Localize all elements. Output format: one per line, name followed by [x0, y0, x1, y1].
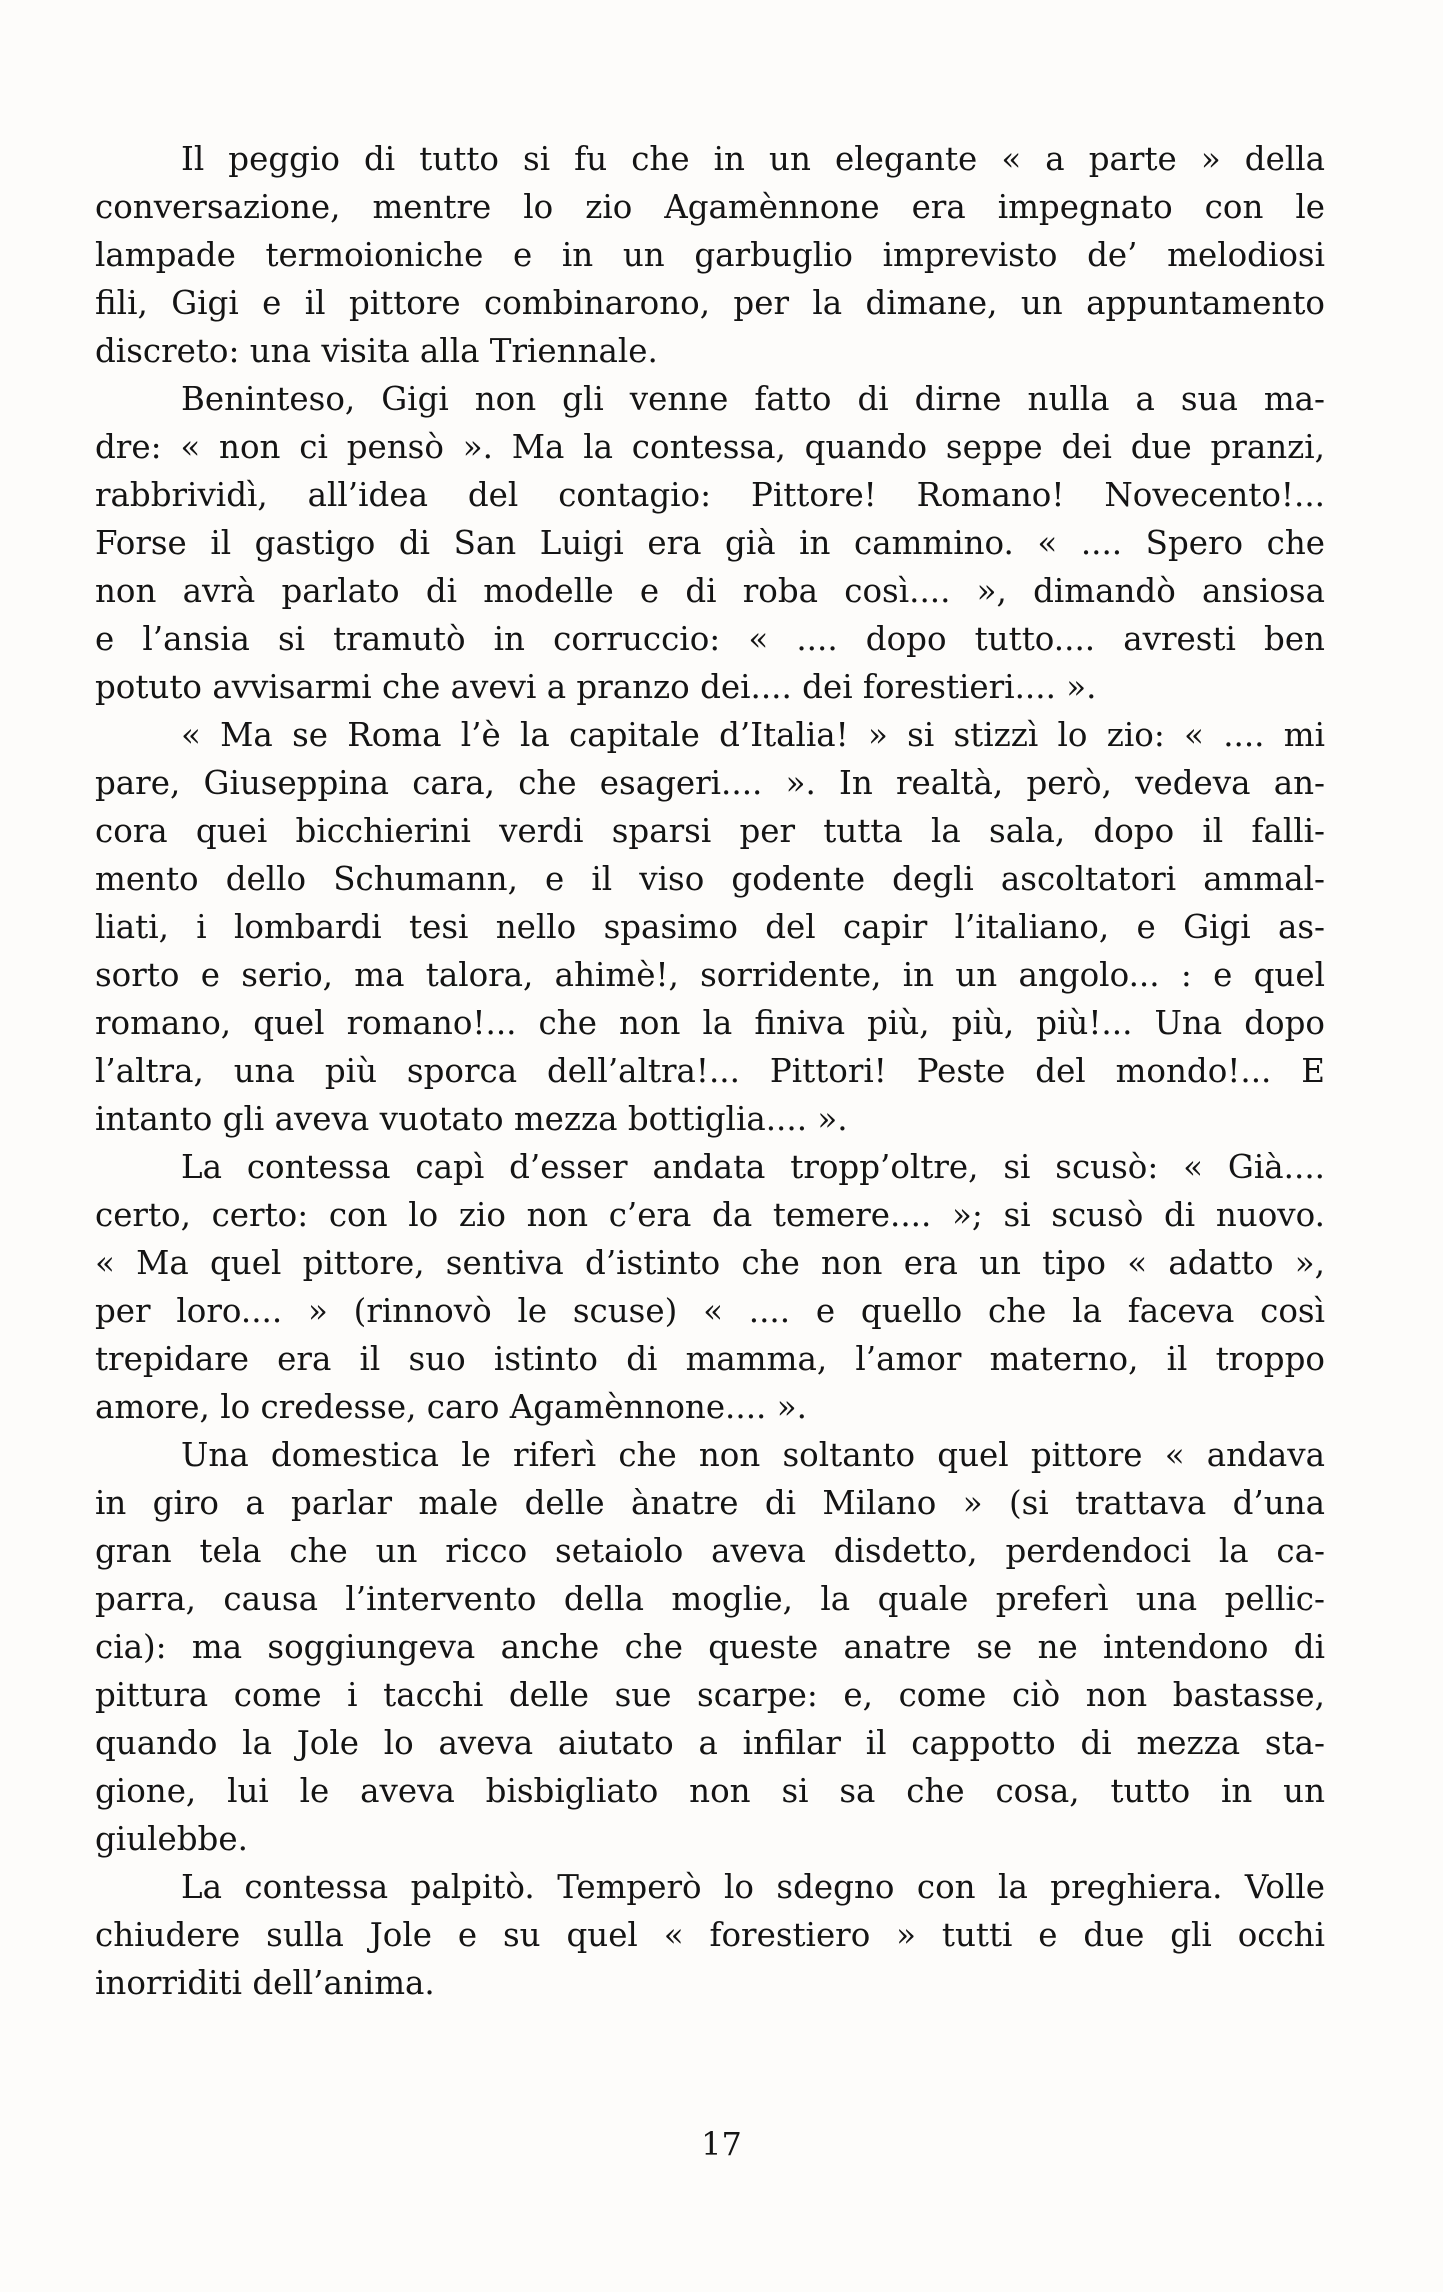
text-line: conversazione, mentre lo zio Agamènnone era impegnato con le — [95, 188, 1325, 226]
text-line: amore, lo credesse, caro Agamènnone.... ». — [95, 1388, 807, 1426]
body-text — [95, 135, 1325, 2007]
text-line: pittura come i tacchi delle sue scarpe: e, come ciò non bastasse, — [95, 1676, 1325, 1714]
text-line: per loro.... » (rinnovò le scuse) « .... e quello che la faceva così — [95, 1292, 1325, 1330]
text-line: liati, i lombardi tesi nello spasimo del capir l’italiano, e Gigi as- — [95, 908, 1325, 946]
text-line: romano, quel romano!... che non la finiva più, più, più!... Una dopo — [95, 1004, 1325, 1042]
text-line: inorriditi dell’anima. — [95, 1964, 435, 2002]
text-line: La contessa palpitò. Temperò lo sdegno con la preghiera. Volle — [181, 1868, 1325, 1906]
text-line: Forse il gastigo di San Luigi era già in cammino. « .... Spero che — [95, 524, 1325, 562]
text-line: fili, Gigi e il pittore combinarono, per la dimane, un appuntamento — [95, 284, 1325, 322]
text-line: cora quei bicchierini verdi sparsi per tutta la sala, dopo il falli- — [95, 812, 1325, 850]
text-line: discreto: una visita alla Triennale. — [95, 332, 658, 370]
text-line: Il peggio di tutto si fu che in un elegante « a parte » della — [181, 140, 1325, 178]
text-line: certo, certo: con lo zio non c’era da temere.... »; si scusò di nuovo. — [95, 1196, 1325, 1234]
text-line: gran tela che un ricco setaiolo aveva disdetto, perdendoci la ca- — [95, 1532, 1325, 1570]
text-line: La contessa capì d’esser andata tropp’oltre, si scusò: « Già.... — [181, 1148, 1325, 1186]
text-line: rabbrividì, all’idea del contagio: Pittore! Romano! Novecento!... — [95, 476, 1325, 514]
text-line: giulebbe. — [95, 1820, 248, 1858]
text-line: l’altra, una più sporca dell’altra!... Pittori! Peste del mondo!... E — [95, 1052, 1325, 1090]
text-line: intanto gli aveva vuotato mezza bottiglia.... ». — [95, 1100, 848, 1138]
text-line: pare, Giuseppina cara, che esageri.... ». In realtà, però, vedeva an- — [95, 764, 1325, 802]
text-line: sorto e serio, ma talora, ahimè!, sorridente, in un angolo... : e quel — [95, 956, 1325, 994]
text-line: Beninteso, Gigi non gli venne fatto di dirne nulla a sua ma- — [181, 380, 1325, 418]
text-line: in giro a parlar male delle ànatre di Milano » (si trattava d’una — [95, 1484, 1325, 1522]
text-line: quando la Jole lo aveva aiutato a infilar il cappotto di mezza sta- — [95, 1724, 1325, 1762]
text-line: non avrà parlato di modelle e di roba così.... », dimandò ansiosa — [95, 572, 1325, 610]
text-line: « Ma quel pittore, sentiva d’istinto che non era un tipo « adatto », — [95, 1244, 1325, 1282]
text-line: gione, lui le aveva bisbigliato non si sa che cosa, tutto in un — [95, 1772, 1325, 1810]
text-line: e l’ansia si tramutò in corruccio: « .... dopo tutto.... avresti ben — [95, 620, 1325, 658]
page-number: 17 — [701, 2125, 742, 2163]
text-line: chiudere sulla Jole e su quel « forestiero » tutti e due gli occhi — [95, 1916, 1325, 1954]
text-line: « Ma se Roma l’è la capitale d’Italia! » si stizzì lo zio: « .... mi — [181, 716, 1325, 754]
text-line: mento dello Schumann, e il viso godente degli ascoltatori ammal- — [95, 860, 1325, 898]
text-line: trepidare era il suo istinto di mamma, l’amor materno, il troppo — [95, 1340, 1325, 1378]
text-line: dre: « non ci pensò ». Ma la contessa, quando seppe dei due pranzi, — [95, 428, 1325, 466]
text-line: cia): ma soggiungeva anche che queste anatre se ne intendono di — [95, 1628, 1325, 1666]
text-line: parra, causa l’intervento della moglie, la quale preferì una pellic- — [95, 1580, 1325, 1618]
text-line: Una domestica le riferì che non soltanto quel pittore « andava — [181, 1436, 1325, 1474]
text-line: lampade termoioniche e in un garbuglio imprevisto de’ melodiosi — [95, 236, 1325, 274]
text-line: potuto avvisarmi che avevi a pranzo dei.... dei forestieri.... ». — [95, 668, 1097, 706]
